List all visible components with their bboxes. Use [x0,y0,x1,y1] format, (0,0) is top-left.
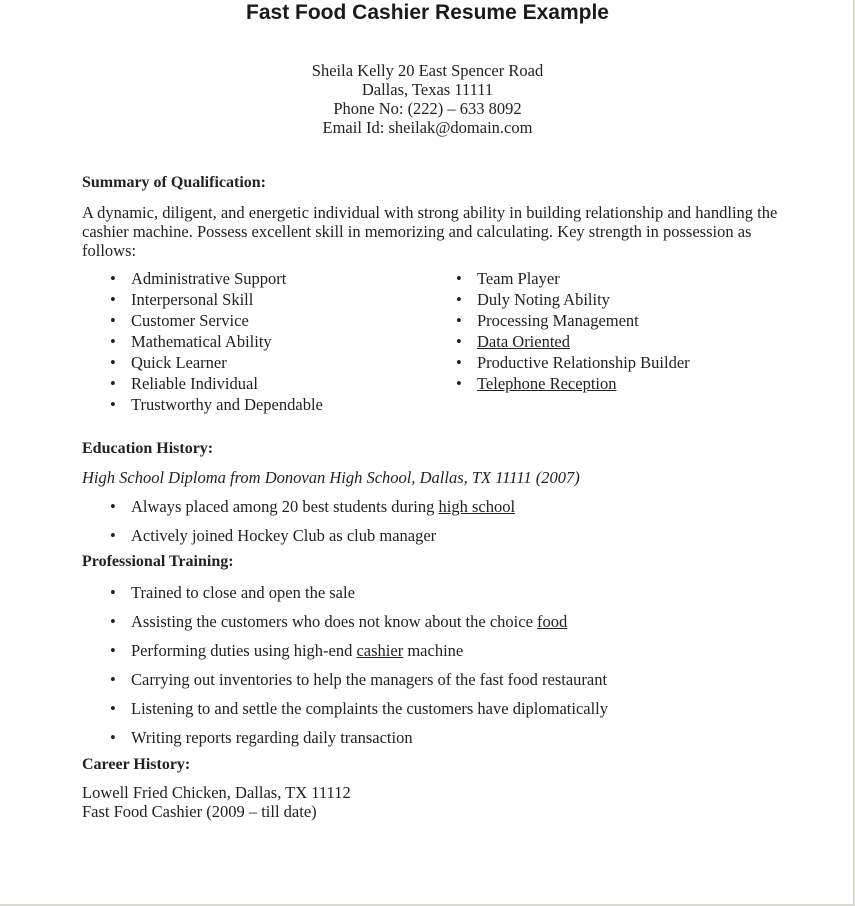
career-employer: Lowell Fried Chicken, Dallas, TX 11112 [82,783,351,802]
list-item: • Trained to close and open the sale [110,583,355,602]
list-item: • Performing duties using high-end cashier machine [110,641,464,660]
list-item: • Trustworthy and Dependable [110,395,323,414]
education-diploma: High School Diploma from Donovan High School, Dallas, TX 11111 (2007) [82,468,580,487]
education-heading: Education History: [82,440,214,457]
list-item: • Team Player [456,269,560,288]
contact-phone: Phone No: (222) – 633 8092 [333,99,522,118]
list-item: • Duly Noting Ability [456,290,610,309]
training-heading: Professional Training: [82,553,234,570]
list-item: • Data Oriented [456,332,570,351]
skills-list-right [428,268,690,394]
list-item: • Quick Learner [110,353,227,372]
contact-email: Email Id: sheilak@domain.com [322,118,533,137]
career-heading: Career History: [82,756,191,773]
list-item: • Always placed among 20 best students during high school [110,497,516,516]
list-item: • Actively joined Hockey Club as club manager [110,526,437,545]
list-item: • Writing reports regarding daily transaction [110,728,413,747]
list-item: • Reliable Individual [110,374,258,393]
contact-block [0,61,855,137]
food-link[interactable]: food [537,612,568,631]
list-item: • Administrative Support [110,269,287,288]
telephone-reception-link[interactable]: Telephone Reception [477,374,617,393]
summary-heading: Summary of Qualification: [82,174,266,191]
list-item: • Productive Relationship Builder [456,353,690,372]
education-list [82,492,515,550]
list-item: • Processing Management [456,311,639,330]
training-list [82,578,608,752]
contact-city: Dallas, Texas 11111 [361,80,494,99]
cashier-link[interactable]: cashier [356,641,404,660]
summary-text: A dynamic, diligent, and energetic individual with strong ability in building relationship and handling the cashier machine. Possess excellent skill in memorizing and calculating. Key strength in possession as follows: [82,203,778,260]
high-school-link[interactable]: high school [438,497,516,516]
data-oriented-link[interactable]: Data Oriented [477,332,570,351]
page-title: Fast Food Cashier Resume Example [246,1,609,24]
skills-list-left [82,268,323,415]
list-item: • Interpersonal Skill [110,290,254,309]
list-item: • Assisting the customers who does not know about the choice food [110,612,568,631]
list-item: • Telephone Reception [456,374,617,393]
career-position: Fast Food Cashier (2009 – till date) [82,802,317,821]
list-item: • Customer Service [110,311,249,330]
contact-name-address: Sheila Kelly 20 East Spencer Road [311,61,544,80]
list-item: • Carrying out inventories to help the managers of the fast food restaurant [110,670,608,689]
list-item: • Listening to and settle the complaints the customers have diplomatically [110,699,609,718]
list-item: • Mathematical Ability [110,332,272,351]
